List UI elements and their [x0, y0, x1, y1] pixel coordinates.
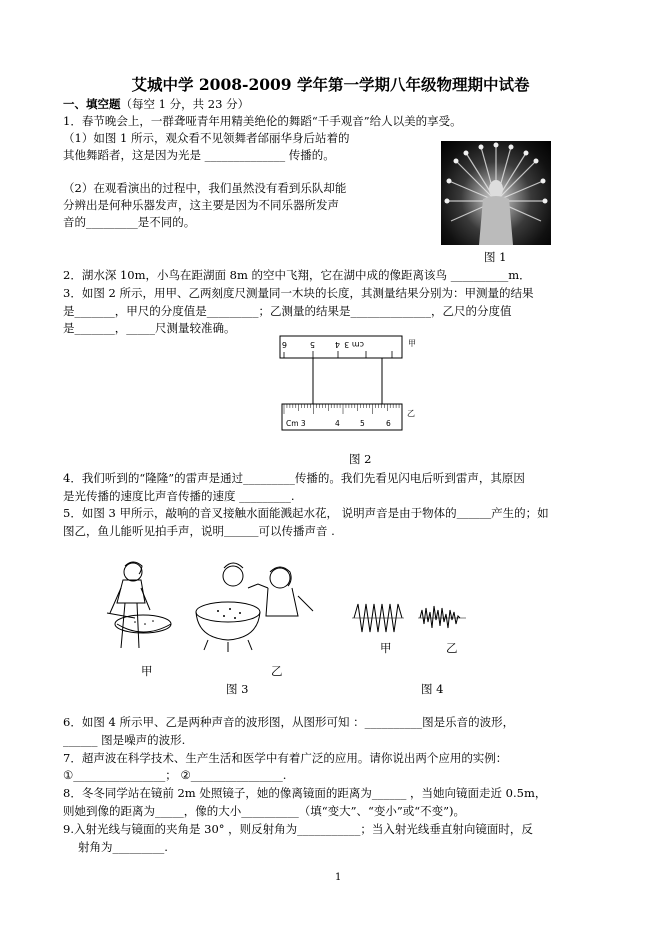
q2-text: 2．湖水深 10m，小鸟在距湖面 8m 的空中飞翔，它在湖中成的像距离该鸟 __________m． [63, 268, 531, 282]
figure3-label-b: 乙 [271, 664, 283, 678]
q7-line2: ①________________； ②________________. [63, 768, 287, 782]
q9-line2: 射角为_________. [78, 840, 168, 854]
ruler-b-label-3: Cm 3 [286, 419, 306, 428]
ruler-a [280, 336, 402, 358]
section-note: （每空 1 分，共 23 分） [120, 97, 250, 111]
section-title: 一、填空题 [63, 97, 121, 111]
q3-line2: 是_______，甲尺的分度值是_________；乙测量的结果是______________，乙尺的分度值 [63, 304, 512, 318]
ruler-b-tag: 乙 [407, 409, 415, 418]
section-heading [63, 97, 249, 111]
q9-line1: 9.入射光线与镜面的夹角是 30° ，则反射角为___________；当入射光线垂直射向镜面时，反 [63, 822, 533, 836]
q3-line1: 3．如图 2 所示，用甲、乙两刻度尺测量同一木块的长度，其测量结果分别为：甲测量的结果 [63, 286, 534, 300]
figure4-waveforms [350, 598, 470, 638]
waveform-b [420, 606, 460, 628]
q1-line2: （1）如图 1 所示，观众看不见领舞者邰丽华身后站着的 [63, 131, 350, 145]
ruler-a-label-4: 4 [334, 340, 340, 349]
q6-line1: 6．如图 4 所示甲、乙是两种声音的波形图，从图形可知 ：__________图是乐音的波形， [63, 715, 515, 729]
q1-line1: 1．春节晚会上，一群聋哑青年用精美绝伦的舞蹈“千手观音”给人以美的享受。 [63, 114, 462, 128]
q6-line2: ______ 图是噪声的波形. [63, 733, 186, 747]
figure1-caption: 图 1 [484, 250, 507, 264]
q1-line4: （2）在观看演出的过程中，我们虽然没有看到乐队却能 [63, 181, 347, 195]
figure2-caption: 图 2 [349, 452, 372, 466]
ruler-a-label-3: cm 3 [344, 340, 364, 349]
photo-graphic [441, 141, 551, 245]
q3-line3: 是_______，_____尺测量较准确。 [63, 321, 236, 335]
q5-line2: 图乙，鱼儿能听见拍手声，说明＿＿＿可以传播声音 . [63, 524, 335, 538]
ruler-b-label-5: 5 [360, 419, 365, 428]
q1-line6: 音的_________是不同的。 [63, 215, 196, 229]
q7-line1: 7．超声波在科学技术、生产生活和医学中有着广泛的应用。请你说出两个应用的实例： [63, 751, 508, 765]
ruler-a-label-6: 6 [281, 340, 287, 349]
ruler-b-label-6: 6 [386, 419, 391, 428]
figure4-label-b: 乙 [446, 641, 458, 655]
exam-title: 艾城中学 2008-2009 学年第一学期八年级物理期中试卷 [131, 75, 530, 94]
page-number: 1 [335, 872, 342, 883]
figure2-rulers [270, 334, 420, 434]
ruler-a-label-5: 5 [309, 340, 315, 349]
q1-line3: 其他舞蹈者，这是因为光是 ______________ 传播的。 [63, 148, 335, 162]
q8-line1: 8．冬冬同学站在镜前 2m 处照镜子，她的像离镜面的距离为______ ，当她向镜面走近 0.5m， [63, 786, 547, 800]
fish-bowl-illustration [188, 556, 328, 656]
ruler-b-label-4: 4 [335, 419, 340, 428]
figure3-label-a: 甲 [141, 664, 153, 678]
q4-line1: 4．我们听到的“隆隆”的雷声是通过_________传播的。我们先看见闪电后听到雷声，其原因 [63, 471, 525, 485]
q4-line2: 是光传播的速度比声音传播的速度 _________. [63, 489, 295, 503]
figure4-caption: 图 4 [421, 682, 444, 696]
figure3-caption: 图 3 [226, 682, 249, 696]
q1-line5: 分辨出是何种乐器发声，这主要是因为不同乐器所发声 [63, 198, 339, 212]
ruler-a-tag: 甲 [408, 339, 416, 348]
tuning-fork-illustration [95, 558, 185, 653]
figure4-label-a: 甲 [380, 641, 392, 655]
thousand-hand-dancers-photo [441, 141, 551, 245]
q8-line2: 则她到像的距离为_____，像的大小__________（填“变大”、“变小”或“不变”)。 [63, 804, 466, 818]
q5-line1: 5．如图 3 甲所示，敲响的音叉接触水面能溅起水花， 说明声音是由于物体的＿＿＿产生的；如 [63, 506, 549, 520]
